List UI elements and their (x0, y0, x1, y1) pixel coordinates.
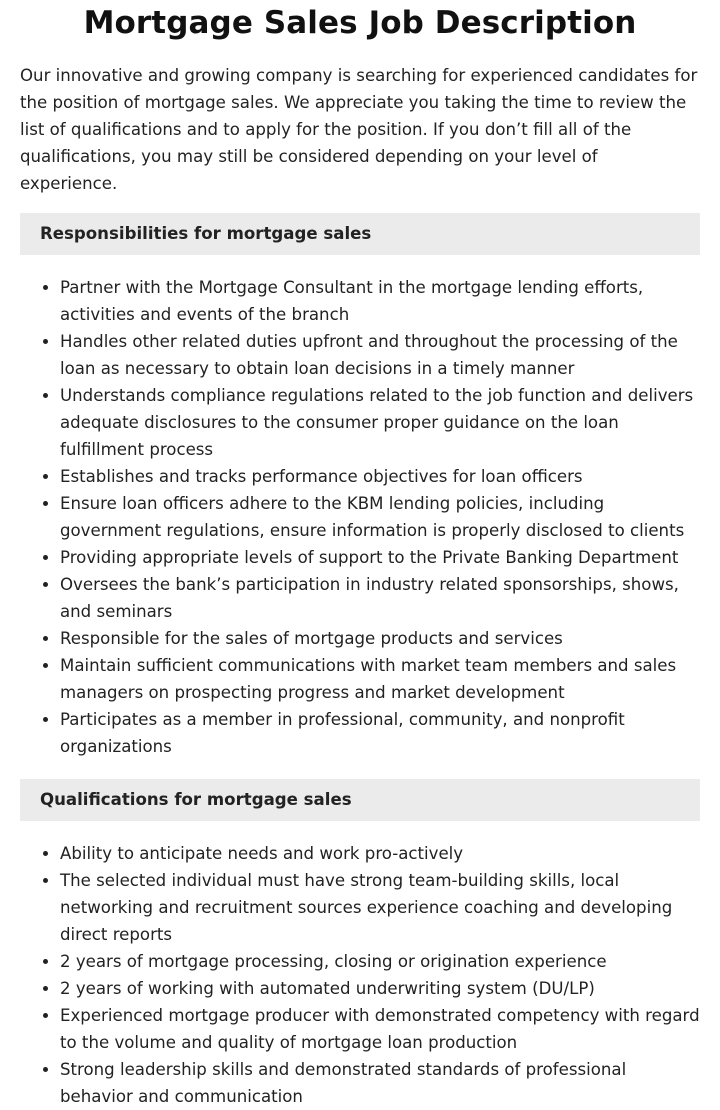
qualifications-list (20, 840, 700, 1110)
list-item: • Strong leadership skills and demonstrated standards of professional behavior and communication (60, 1056, 700, 1110)
intro-paragraph: Our innovative and growing company is searching for experienced candidates for the position of mortgage sales. We appreciate you taking the time to review the list of qualifications and to apply for the position. If you don’t fill all of the qualifications, you may still be considered depending on your level of experience. (20, 66, 698, 193)
list-item: • Providing appropriate levels of support to the Private Banking Department (60, 544, 700, 571)
list-item: • Ability to anticipate needs and work pro-actively (60, 840, 700, 867)
qualifications-heading: Qualifications for mortgage sales (20, 779, 700, 821)
list-item: • Ensure loan officers adhere to the KBM lending policies, including government regulations, ensure information is properly disclosed to clients (60, 490, 700, 544)
list-item: • 2 years of mortgage processing, closing or origination experience (60, 948, 700, 975)
list-item: • Establishes and tracks performance objectives for loan officers (60, 463, 700, 490)
list-item: • Maintain sufficient communications with market team members and sales managers on prospecting progress and market development (60, 652, 700, 706)
responsibilities-list (20, 274, 700, 760)
list-item: • Handles other related duties upfront and throughout the processing of the loan as necessary to obtain loan decisions in a timely manner (60, 328, 700, 382)
list-item: • Experienced mortgage producer with demonstrated competency with regard to the volume and quality of mortgage loan production (60, 1002, 700, 1056)
responsibilities-heading: Responsibilities for mortgage sales (20, 213, 700, 255)
list-item: • Understands compliance regulations related to the job function and delivers adequate disclosures to the consumer proper guidance on the loan fulfillment process (60, 382, 700, 463)
list-item: • Oversees the bank’s participation in industry related sponsorships, shows, and seminars (60, 571, 700, 625)
list-item: • 2 years of working with automated underwriting system (DU/LP) (60, 975, 700, 1002)
list-item: • Partner with the Mortgage Consultant in the mortgage lending efforts, activities and events of the branch (60, 274, 700, 328)
page-title: Mortgage Sales Job Description (83, 5, 637, 41)
list-item: • Participates as a member in professional, community, and nonprofit organizations (60, 706, 700, 760)
list-item: • Responsible for the sales of mortgage products and services (60, 625, 700, 652)
list-item: • The selected individual must have strong team-building skills, local networking and recruitment sources experience coaching and developing direct reports (60, 867, 700, 948)
